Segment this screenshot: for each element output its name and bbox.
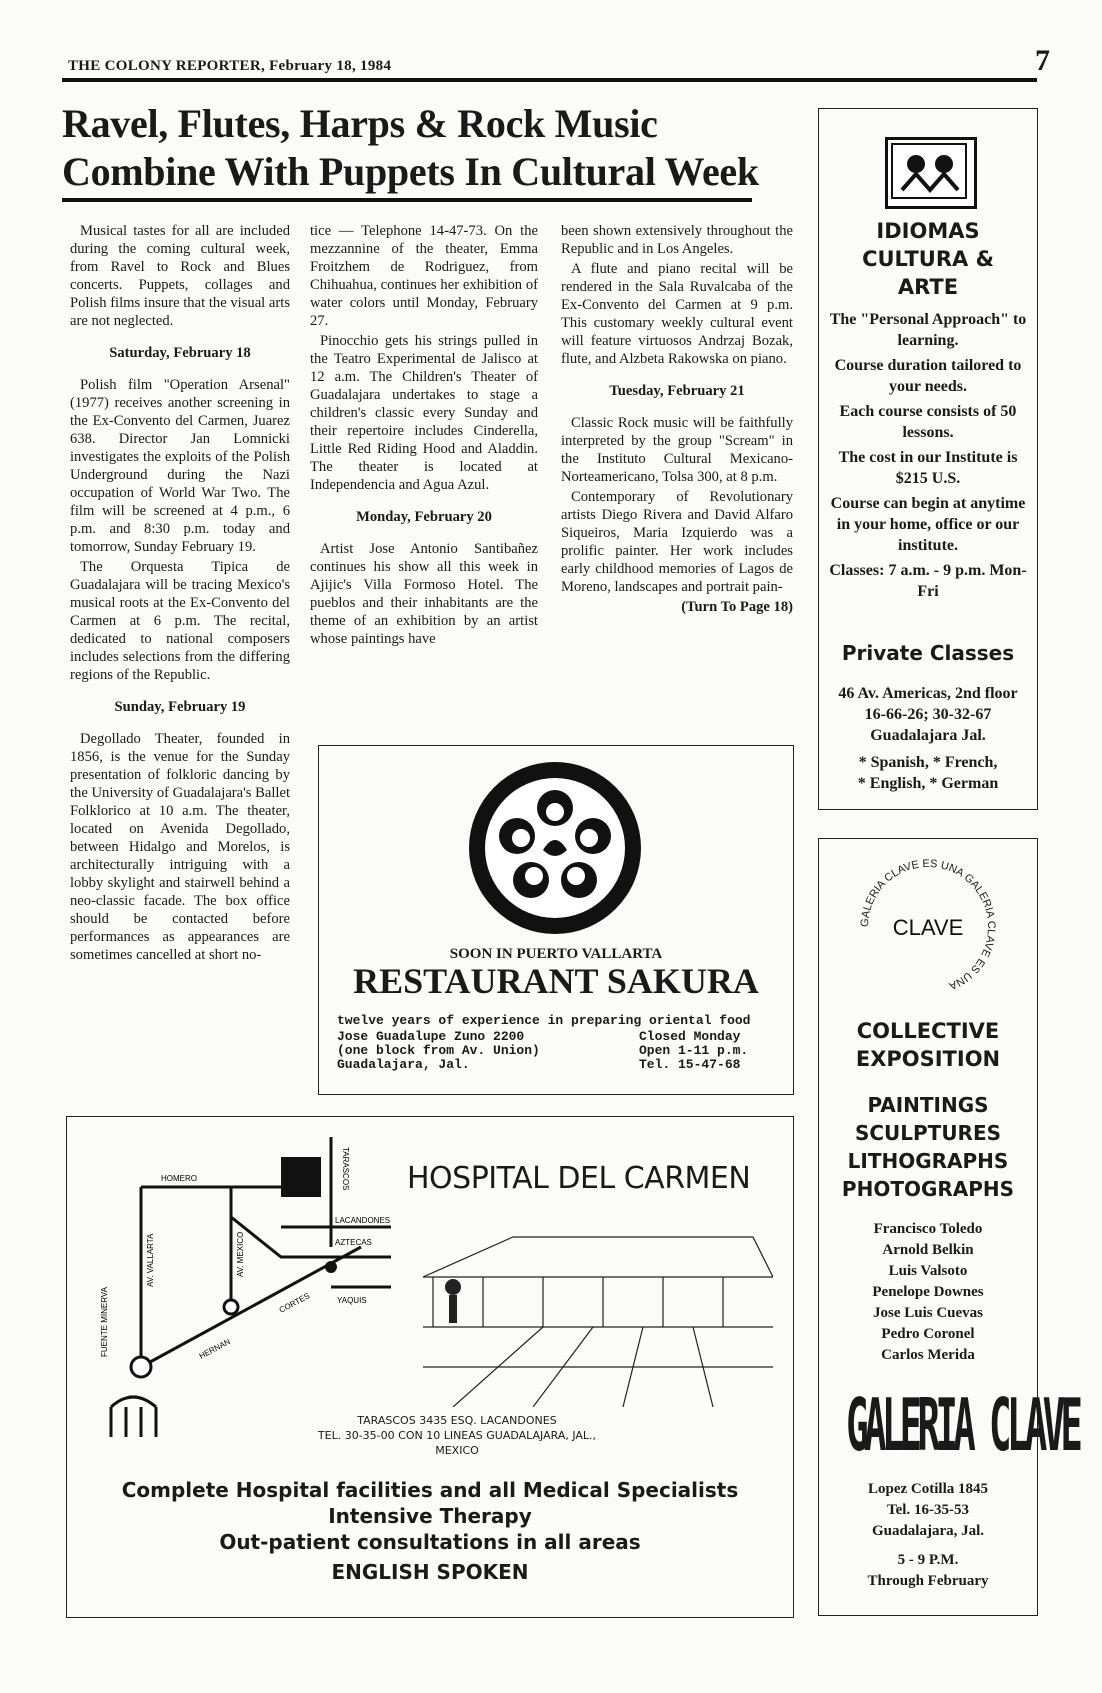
paragraph: Classic Rock music will be faithfully interpreted by the group "Scream" in the Instituto Cultural Mexicano-Norteamericano, Tolsa 300, at 8 p.m. [561,415,793,485]
map-label-cortes: CORTES [277,1291,312,1315]
section-heading-sunday: Sunday, February 19 [114,699,246,715]
article-headline [62,100,762,196]
idiomas-address-line: Guadalajara Jal. [870,727,986,744]
hospital-tagline-line: ENGLISH SPOKEN [331,1560,529,1584]
idiomas-line: Course can begin at anytime in your home, office or our institute. [830,495,1026,554]
clave-artist: Penelope Downes [872,1284,984,1300]
clave-address-line: Tel. 16-35-53 [887,1502,969,1518]
sakura-address-line: Jose Guadalupe Zuno 2200 [337,1029,525,1044]
idiomas-languages: * Spanish, * French, [858,754,998,771]
idiomas-logo [885,137,977,209]
clave-artist: Luis Valsoto [888,1263,968,1279]
headline-rule [62,198,752,202]
map-label-minerva: FUENTE MINERVA [100,1287,109,1357]
hospital-address-line: MEXICO [435,1444,479,1457]
map-label-hernan: HERNAN [197,1336,232,1361]
intro-paragraph: Musical tastes for all are included during the coming cultural week, from Ravel to Rock and Blues concerts. Puppets, collages and Polish films insure that the visual arts are not neglected. [70,223,290,329]
idiomas-title-line: IDIOMAS [876,219,980,243]
hospital-tagline-line: Intensive Therapy [328,1504,532,1528]
sakura-address [337,1030,577,1072]
clave-media-item: PHOTOGRAPHS [841,1177,1015,1201]
idiomas-title-line: ARTE [897,275,959,299]
map-label-homero: HOMERO [161,1174,197,1183]
hospital-address [267,1413,647,1458]
paragraph: The Orquesta Tipica de Guadalajara will be tracing Mexico's musical roots at the Ex-Convento del Carmen at 6 p.m. The recital, dedicated to national composers includes selections from the differing regions of the Republic. [70,559,290,683]
sakura-hours-line: Open 1-11 p.m. [639,1043,749,1058]
clave-heading-line: EXPOSITION [855,1047,1001,1071]
sakura-name: RESTAURANT SAKURA [353,961,759,1001]
headline-line-1: Ravel, Flutes, Harps & Rock Music [62,101,658,146]
clave-ad [818,838,1079,1616]
clave-artist: Pedro Coronel [881,1326,975,1342]
map-label-tarascos: TARASCOS [341,1147,350,1191]
section-heading-saturday: Saturday, February 18 [109,345,251,361]
clave-address-line: Guadalajara, Jal. [871,1523,985,1539]
sakura-ad [318,745,794,1095]
hospital-address-line: TEL. 30-35-00 CON 10 LINEAS GUADALAJARA, JAL., [317,1429,597,1442]
idiomas-line: Classes: 7 a.m. - 9 p.m. Mon-Fri [829,562,1027,600]
paragraph: Artist Jose Antonio Santibañez continues his show all this week in Ajijic's Villa Formoso Hotel. The pueblos and their inhabitants are the theme of an exhibition by an artist whose paintings have [310,541,538,647]
section-heading-tuesday: Tuesday, February 21 [609,383,745,399]
sakura-address-line: (one block from Av. Union) [337,1043,540,1058]
clave-artists [819,1219,1037,1366]
idiomas-private-classes: Private Classes [841,641,1015,665]
clave-media [819,1091,1037,1203]
idiomas-address-line: 16-66-26; 30-32-67 [864,706,992,723]
sakura-hours-line: Tel. 15-47-68 [639,1057,741,1072]
idiomas-languages: * English, * German [857,775,999,792]
map-label-aztecas: AZTECAS [335,1238,372,1247]
headline-line-2: Combine With Puppets In Cultural Week [62,149,759,194]
paragraph: Degollado Theater, founded in 1856, is the venue for the Sunday presentation of folkloric dancing by the University of Guadalajara's Ballet Folklorico at 10 a.m. The theater, located on Avenida Degollado, between Hidalgo and Morelos, is architecturally intriguing with a lobby skylight and stairwell behind a neo-classic facade. The box office should be contacted before performances as appearances are sometimes cancelled at short no- [70,731,290,963]
clave-heading [819,1017,1037,1073]
clave-address [819,1479,1037,1592]
masthead-title: THE COLONY REPORTER, February 18, 1984 [68,58,392,74]
hospital-map [91,1137,391,1447]
paragraph: been shown extensively throughout the Republic and in Los Angeles. [561,223,793,257]
article-column-3 [561,222,793,618]
clave-media-item: SCULPTURES [854,1121,1002,1145]
idiomas-title [819,217,1037,301]
masthead-rule [62,78,1037,82]
map-label-yaquis: YAQUIS [337,1296,367,1305]
idiomas-ad [818,108,1038,810]
idiomas-line: Course duration tailored to your needs. [834,357,1022,395]
map-label-lacandones: LACANDONES [335,1216,391,1225]
continuation-note: (Turn To Page 18) [681,599,793,615]
hospital-tagline-line: Out-patient consultations in all areas [219,1530,641,1554]
hospital-tagline [67,1477,793,1585]
map-label-vallarta: AV. VALLARTA [146,1233,155,1287]
section-heading-monday: Monday, February 20 [356,509,492,525]
hospital-illustration [423,1217,773,1407]
article-column-1 [70,222,290,966]
hospital-tagline-line: Complete Hospital facilities and all Medical Specialists [121,1478,739,1502]
map-label-mexico: AV. MEXICO [236,1231,245,1277]
hospital-name: HOSPITAL DEL CARMEN [407,1161,751,1196]
page-number: 7 [1035,44,1050,77]
clave-artist: Arnold Belkin [882,1242,974,1258]
clave-media-item: PAINTINGS [867,1093,989,1117]
clave-hours: Through February [867,1573,989,1589]
idiomas-line: Each course consists of 50 lessons. [839,403,1017,441]
paragraph: Polish film "Operation Arsenal" (1977) receives another screening in the Ex-Convento del Carmen, Juarez 638. Director Jan Lomnicki investigates the exploits of the Polish Underground during the Nazi occupation of World War Two. The film will be screened at 4 p.m., 6 p.m. and 8:30 p.m. today and tomorrow, Sunday February 19. [70,377,290,555]
sakura-address-line: Guadalajara, Jal. [337,1057,470,1072]
clave-artist: Carlos Merida [881,1347,975,1363]
paragraph: tice — Telephone 14-47-73. On the mezzannine of the theater, Emma Froitzhem de Rodriguez, from Chihuahua, continues her exhibition of water colors until Monday, February 27. [310,223,538,329]
idiomas-line: The "Personal Approach" to learning. [829,311,1027,349]
clave-media-item: LITHOGRAPHS [847,1149,1009,1173]
article-column-2 [310,222,538,650]
idiomas-address [823,683,1033,794]
paragraph: A flute and piano recital will be rendered in the Sala Ruvalcaba of the Ex-Convento del Carmen at 9 p.m. This customary weekly cultural event will feature virtuosos Andrzaj Bozak, flute, and Alzbeta Rakowska on piano. [561,261,793,367]
clave-banner: GALERIA CLAVE [846,1384,1079,1468]
clave-heading-line: COLLECTIVE [856,1019,1000,1043]
sakura-tagline: twelve years of experience in preparing oriental food [337,1013,751,1028]
idiomas-address-line: 46 Av. Americas, 2nd floor [838,685,1018,702]
paragraph: Contemporary of Revolutionary artists Diego Rivera and David Alfaro Siqueiros, Maria Izquierdo was a prolific painter. Her work includes early childhood memories of Lagos de Moreno, landscapes and portrait pain- [561,489,793,595]
idiomas-line: The cost in our Institute is $215 U.S. [838,449,1018,487]
clave-logo [848,847,1008,1007]
clave-address-line: Lopez Cotilla 1845 [868,1481,988,1497]
clave-artist: Jose Luis Cuevas [872,1305,984,1321]
clave-hours: 5 - 9 P.M. [897,1552,959,1568]
hospital-ad [66,1116,794,1618]
clave-artist: Francisco Toledo [873,1221,983,1237]
sakura-hours [639,1030,779,1072]
idiomas-details [823,309,1033,602]
clave-ring-text: GALERIA CLAVE ES UNA GALERIA CLAVE ES UNA [858,857,998,992]
clave-logo-text: CLAVE [892,915,964,940]
paragraph: Pinocchio gets his strings pulled in the Teatro Experimental de Jalisco at 12 a.m. The Children's Theater of Guadalajara undertakes to stage a children's classic every Sunday and their repertoire includes Cinderella, Little Red Riding Hood and Aladdin. The theater is located at Independencia and Agua Azul. [310,333,538,493]
sakura-logo [465,758,645,938]
sakura-hours-line: Closed Monday [639,1029,741,1044]
sakura-soon: SOON IN PUERTO VALLARTA [449,946,663,962]
hospital-address-line: TARASCOS 3435 ESQ. LACANDONES [357,1414,557,1427]
idiomas-title-line: CULTURA & [862,247,994,271]
